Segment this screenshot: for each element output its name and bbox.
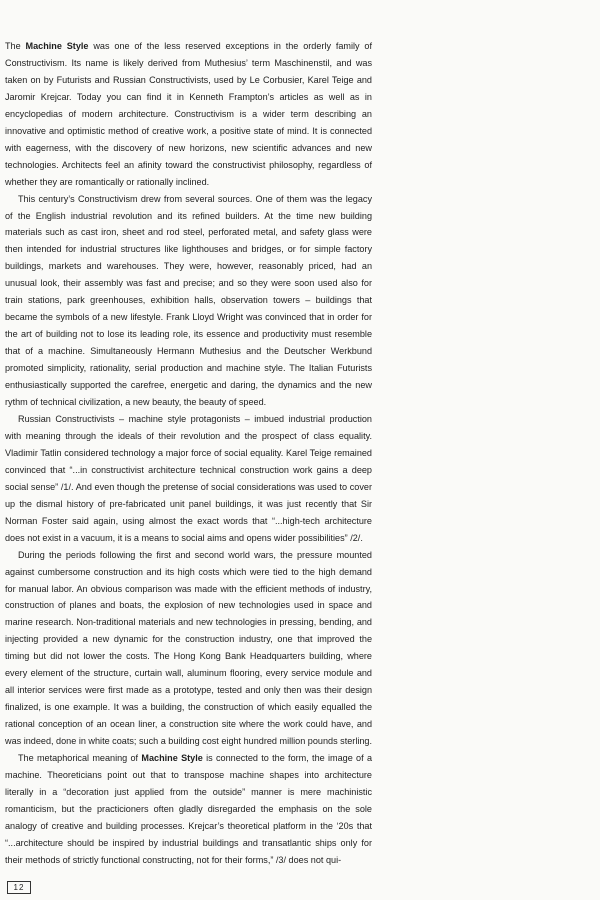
text-run: During the periods following the first and second world wars, the pressure mounted against cumbersome construction and its high costs which were tied to the high demand for manual labor. An obvious comparison was made with the efficient methods of industry, construction of planes and boats, the explosion of new technologies used in space and marine research. Non-traditional materials and new technologies in pressing, bending, and injecting provided a new dynamic for the construction industry, one that improved the timing but did not lower the costs. The Hong Kong Bank Headquarters building, where every element of the structure, curtain wall, aluminum flooring, every service module and all interior services were first made as a prototype, tested and only then was their design finalized, is one example. It was a building, the construction of which easily equalled the rational conception of an ocean liner, a construction site where the work could have, and was indeed, done in white coats; such a building cost eight hundred million pounds sterling. [5,549,373,747]
paragraph-5 [5,750,372,869]
text-run: is connected to the form, the image of a machine. Theoreticians point out that to transpose machine shapes into architecture literally in a “decoration just applied from the outside” manner is mere machinistic romanticism, but the practicioners often gladly disregarded the emphasis on the sole analogy of creative and building processes. Krejcar’s theoretical platform in the ‘20s that “...architecture should be inspired by industrial buildings and transatlantic ships only for their methods of strictly functional constructing, not for their forms,” /3/ does not qui- [5,753,372,865]
term-machine-style: Machine Style [25,41,89,51]
text-run: The [5,41,26,51]
term-machine-style: Machine Style [141,753,203,764]
paragraph-3 [5,411,372,547]
article-body [5,38,372,869]
paragraph-4 [5,547,372,750]
text-run: This century’s Constructivism drew from several sources. One of them was the legacy of the English industrial revolution and its refined builders. At the time new building materials such as cast iron, sheet and rod steel, perforated metal, and safety glass were then intended for industrial structures like lighthouses and bridges, or for simple factory buildings, markets and warehouses. They were, however, reasonably priced, had an unusual look, their assembly was fast and precise; and so they were soon used also for train stations, park greenhouses, exhibition halls, observation towers – buildings that became the symbols of a new lifestyle. Frank Lloyd Wright was convinced that in order for the art of building not to lose its leading role, its essence and productivity must resemble that of a machine. Simultaneously Hermann Muthesius and the Deutscher Werkbund promoted simplicity, rationality, serial production and machine style. The Italian Futurists enthusiastically supported the carefree, energetic and daring, the dynamics and the new rythm of technical civilization, a new beauty, the beauty of speed. [5,193,372,408]
text-run: Russian Constructivists – machine style protagonists – imbued industrial production with meaning through the ideals of their revolution and the prospect of class equality. Vladimir Tatlin considered technology a major force of social equality. Karel Teige remained convinced that “...in constructivist architecture technical construction work gains a deep social sense” /1/. And even though the pretense of social considerations was used to cover up the dismal history of pre-fabricated unit panel buildings, it was just recently that Sir Norman Foster said again, using almost the exact words that “...high-tech architecture does not exist in a vacuum, it is a means to social aims and opens wider possibilities” /2/. [5,413,372,543]
text-run: The metaphorical meaning of [18,753,142,764]
text-run: was one of the less reserved exceptions in the orderly family of Constructivism. Its name is likely derived from Muthesius’ term Maschinenstil, and was taken on by Futurists and Russian Constructivists, used by Le Corbusier, Karel Teige and Jaromir Krejcar. Today you can find it in Kenneth Frampton’s articles as well as in encyclopedias of modern architecture. Constructivism is a wider term describing an innovative and optimistic method of creative work, a positive state of mind. It is connected with eagerness, with the discovery of new horizons, new scientific advances and new technologies. Architects feel an afinity toward the constructivist philosophy, regardless of whether they are romantically or rationally inclined. [5,41,372,187]
page-number: 12 [7,881,31,894]
paragraph-1 [5,38,372,191]
paragraph-2 [5,191,372,411]
